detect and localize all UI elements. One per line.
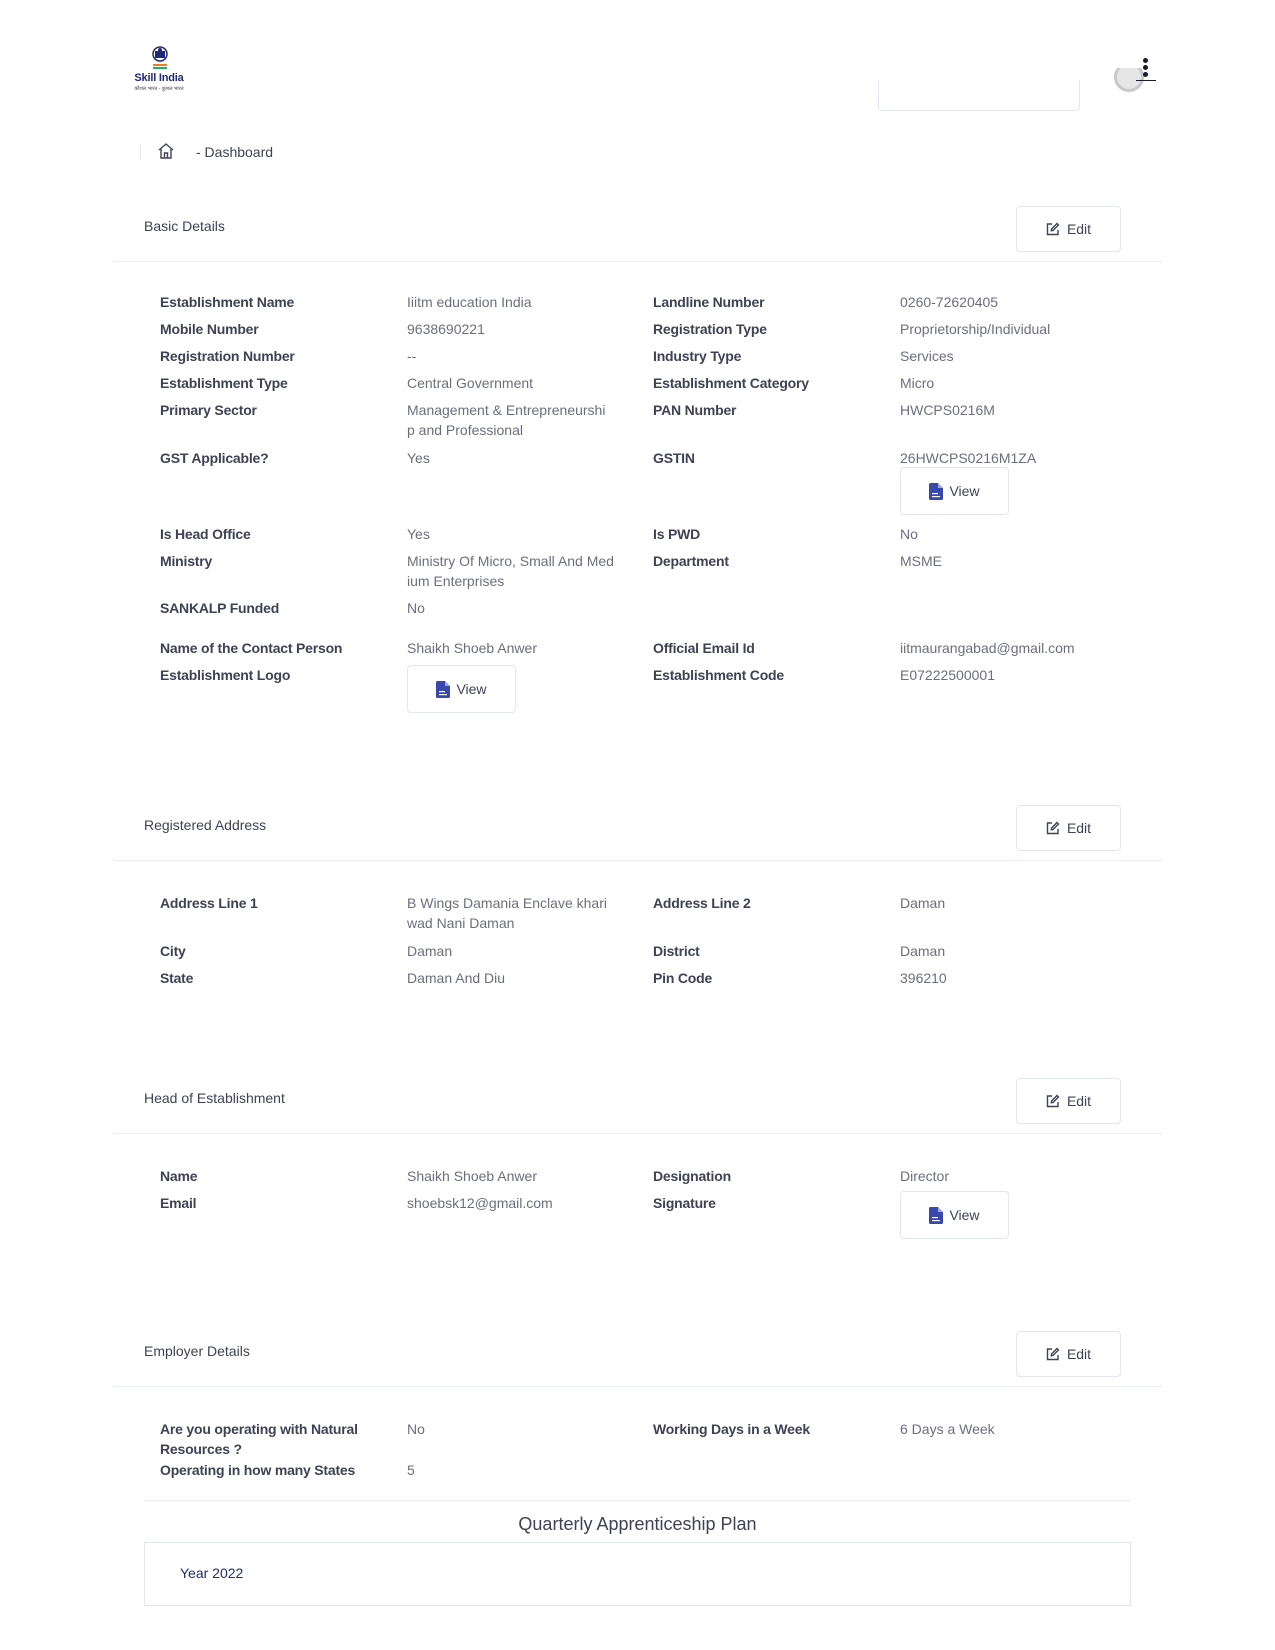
field-value: HWCPS0216M bbox=[900, 402, 995, 418]
edit-head-of-establishment-button[interactable] bbox=[1016, 1078, 1121, 1124]
field-value: Director bbox=[900, 1168, 950, 1184]
field-label: District bbox=[653, 943, 700, 959]
field-value: Daman And Diu bbox=[407, 970, 506, 986]
field-value: B Wings Damania Enclave khari bbox=[407, 895, 607, 911]
field-value: 9638690221 bbox=[407, 321, 485, 337]
home-icon[interactable] bbox=[157, 142, 175, 160]
section-title: Employer Details bbox=[144, 1343, 250, 1359]
view-establishment-logo-button[interactable] bbox=[407, 665, 516, 713]
field-label: Working Days in a Week bbox=[653, 1421, 810, 1437]
field-label: Pin Code bbox=[653, 970, 713, 986]
view-gstin-button[interactable] bbox=[900, 467, 1009, 515]
field-value: 5 bbox=[407, 1462, 415, 1478]
field-value-continued: p and Professional bbox=[407, 422, 523, 438]
field-label: Ministry bbox=[160, 553, 213, 569]
field-label: Industry Type bbox=[653, 348, 742, 364]
document-icon bbox=[929, 1207, 943, 1224]
skill-india-emblem-icon bbox=[150, 46, 170, 70]
field-value: Daman bbox=[900, 943, 946, 959]
breadcrumb-separator bbox=[140, 144, 141, 160]
view-label: View bbox=[949, 1207, 980, 1223]
registered-address-header bbox=[114, 805, 1162, 861]
document-icon bbox=[929, 483, 943, 500]
field-value: Shaikh Shoeb Anwer bbox=[407, 1168, 537, 1184]
field-value: Daman bbox=[900, 895, 946, 911]
edit-employer-details-button[interactable] bbox=[1016, 1331, 1121, 1377]
field-value: Proprietorship/Individual bbox=[900, 321, 1051, 337]
field-label: Department bbox=[653, 553, 729, 569]
view-signature-button[interactable] bbox=[900, 1191, 1009, 1239]
logo-subtitle: कौशल भारत - कुशल भारत bbox=[134, 86, 184, 92]
field-label: Signature bbox=[653, 1195, 716, 1211]
field-value: Micro bbox=[900, 375, 935, 391]
edit-icon bbox=[1046, 1094, 1060, 1108]
header-search-field[interactable] bbox=[878, 80, 1080, 111]
plan-divider bbox=[144, 1500, 1131, 1501]
field-value: shoebsk12@gmail.com bbox=[407, 1195, 553, 1211]
field-label: Address Line 2 bbox=[653, 895, 751, 911]
head-of-establishment-header bbox=[114, 1078, 1162, 1134]
field-label: Establishment Category bbox=[653, 375, 809, 391]
field-label: Registration Type bbox=[653, 321, 767, 337]
field-value-continued: wad Nani Daman bbox=[407, 915, 515, 931]
edit-label: Edit bbox=[1066, 1093, 1092, 1109]
section-title: Registered Address bbox=[144, 817, 267, 833]
field-value: iitmaurangabad@gmail.com bbox=[900, 640, 1075, 656]
field-label: Name bbox=[160, 1168, 198, 1184]
field-value: Management & Entrepreneurshi bbox=[407, 402, 606, 418]
field-label: Registration Number bbox=[160, 348, 295, 364]
section-title: Head of Establishment bbox=[144, 1090, 285, 1106]
field-value: -- bbox=[407, 348, 417, 364]
field-label: Name of the Contact Person bbox=[160, 640, 343, 656]
field-label: Designation bbox=[653, 1168, 731, 1184]
field-value: 396210 bbox=[900, 970, 947, 986]
document-icon bbox=[436, 681, 450, 698]
employer-details-header bbox=[114, 1331, 1162, 1387]
edit-icon bbox=[1046, 821, 1060, 835]
edit-basic-details-button[interactable] bbox=[1016, 206, 1121, 252]
breadcrumb-dashboard[interactable]: - Dashboard bbox=[196, 144, 274, 160]
section-title: Basic Details bbox=[144, 218, 225, 234]
field-label: Operating in how many States bbox=[160, 1462, 356, 1478]
view-label: View bbox=[949, 483, 980, 499]
edit-registered-address-button[interactable] bbox=[1016, 805, 1121, 851]
field-value: E07222500001 bbox=[900, 667, 995, 683]
plan-title: Quarterly Apprenticeship Plan bbox=[518, 1514, 757, 1534]
field-value: 26HWCPS0216M1ZA bbox=[900, 450, 1037, 466]
field-value-continued: ium Enterprises bbox=[407, 573, 505, 589]
logo-title: Skill India bbox=[134, 72, 184, 84]
field-label: Primary Sector bbox=[160, 402, 257, 418]
field-label: City bbox=[160, 943, 186, 959]
plan-year-tab[interactable]: Year 2022 bbox=[180, 1565, 244, 1581]
field-value: No bbox=[407, 1421, 425, 1437]
view-label: View bbox=[456, 681, 487, 697]
field-label: Is Head Office bbox=[160, 526, 251, 542]
field-label: Establishment Code bbox=[653, 667, 784, 683]
edit-label: Edit bbox=[1066, 820, 1092, 836]
field-value: Shaikh Shoeb Anwer bbox=[407, 640, 537, 656]
plan-year-panel bbox=[144, 1542, 1131, 1606]
field-label: Establishment Logo bbox=[160, 667, 291, 683]
field-value: MSME bbox=[900, 553, 942, 569]
field-value: No bbox=[407, 600, 425, 616]
field-value: Central Government bbox=[407, 375, 534, 391]
field-value: Yes bbox=[407, 450, 430, 466]
edit-label: Edit bbox=[1066, 221, 1092, 237]
field-label: Is PWD bbox=[653, 526, 701, 542]
field-label: Establishment Name bbox=[160, 294, 295, 310]
field-label: State bbox=[160, 970, 194, 986]
field-label: Are you operating with Natural bbox=[160, 1421, 358, 1437]
field-label: Official Email Id bbox=[653, 640, 755, 656]
field-label: Address Line 1 bbox=[160, 895, 258, 911]
field-value: Ministry Of Micro, Small And Med bbox=[407, 553, 614, 569]
field-label: Mobile Number bbox=[160, 321, 259, 337]
field-value: No bbox=[900, 526, 918, 542]
field-label: GST Applicable? bbox=[160, 450, 269, 466]
field-label: PAN Number bbox=[653, 402, 737, 418]
field-value: Yes bbox=[407, 526, 430, 542]
field-value: 0260-72620405 bbox=[900, 294, 999, 310]
field-value: Daman bbox=[407, 943, 453, 959]
field-label-continued: Resources ? bbox=[160, 1441, 242, 1457]
field-label: Establishment Type bbox=[160, 375, 288, 391]
edit-icon bbox=[1046, 1347, 1060, 1361]
field-label: Email bbox=[160, 1195, 197, 1211]
field-value: Iiitm education India bbox=[407, 294, 532, 310]
edit-icon bbox=[1046, 222, 1060, 236]
field-label: SANKALP Funded bbox=[160, 600, 280, 616]
field-value: Services bbox=[900, 348, 954, 364]
field-label: GSTIN bbox=[653, 450, 695, 466]
skill-india-logo[interactable] bbox=[128, 46, 190, 96]
field-value: 6 Days a Week bbox=[900, 1421, 995, 1437]
field-label: Landline Number bbox=[653, 294, 765, 310]
more-menu-icon[interactable] bbox=[1136, 58, 1156, 84]
edit-label: Edit bbox=[1066, 1346, 1092, 1362]
basic-details-header bbox=[114, 206, 1162, 262]
